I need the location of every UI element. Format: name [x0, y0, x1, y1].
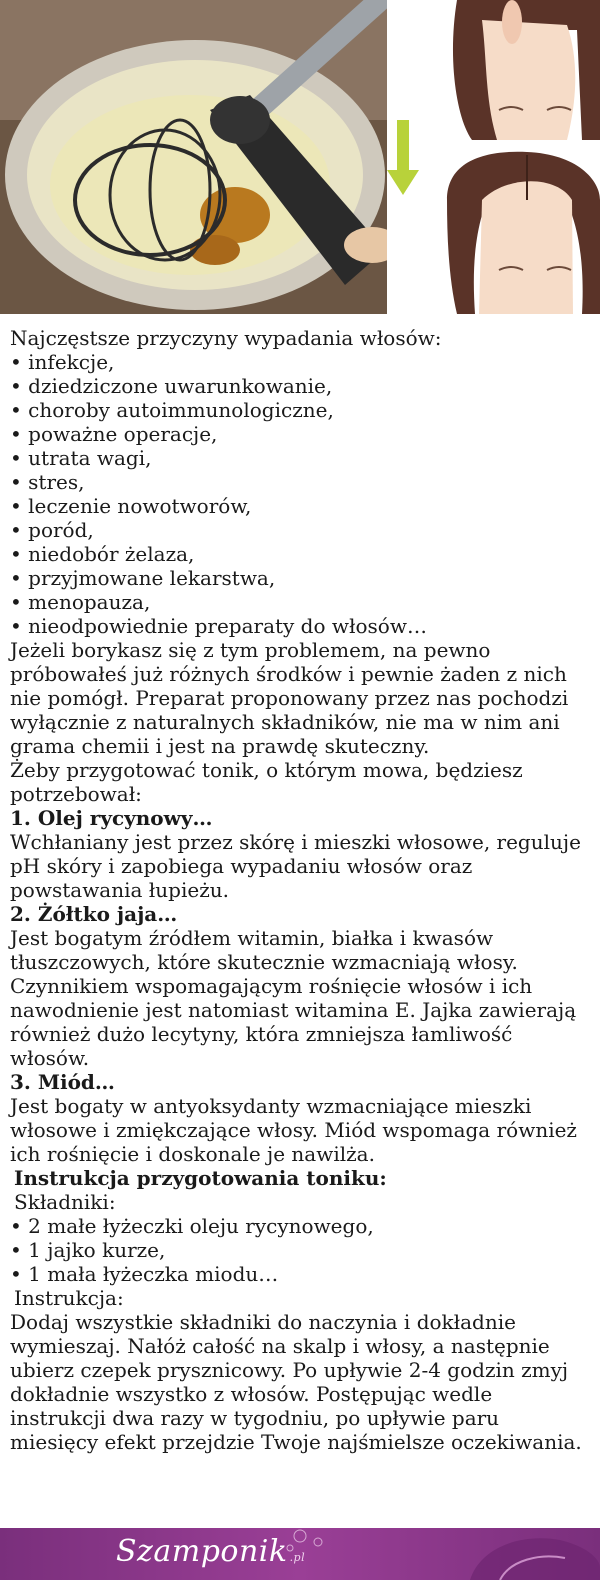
- section-text-castor-oil: Wchłaniany jest przez skórę i mieszki włosowe, reguluje pH skóry i zapobiega wypadaniu włosów oraz powstawania łupieżu.: [10, 830, 581, 902]
- whisking-bowl-photo: [0, 0, 387, 314]
- list-item: • 2 małe łyżeczki oleju rycynowego,: [10, 1214, 374, 1238]
- brand-name: Szamponik: [116, 1534, 288, 1569]
- list-item: • przyjmowane lekarstwa,: [10, 566, 276, 590]
- list-item: • dziedziczone uwarunkowanie,: [10, 374, 333, 398]
- brand-logo[interactable]: [116, 1534, 305, 1569]
- footer-banner: [0, 1528, 600, 1580]
- instruction-heading: Instrukcja przygotowania toniku:: [14, 1166, 387, 1190]
- instruction-text: Dodaj wszystkie składniki do naczynia i dokładnie wymieszaj. Nałóż całość na skalp i włosy, a następnie ubierz czepek prysznicowy. Po upływie 2-4 godzin zmyj dokładnie wszystko z włosów. Postępując wedle instrukcji dwa razy w tygodniu, po upływie paru miesięcy efekt przejdzie Twoje najśmielsze oczekiwania.: [10, 1310, 582, 1454]
- hair-before-after-illustration: [387, 0, 600, 314]
- ingredients-label: Składniki:: [14, 1190, 116, 1214]
- needs-paragraph: Żeby przygotować tonik, o którym mowa, będziesz potrzebował:: [10, 758, 523, 806]
- section-text-egg-yolk: Jest bogatym źródłem witamin, białka i kwasów tłuszczowych, które skutecznie wzmacniają włosy. Czynnikiem wspomagającym rośnięcie włosów i ich nawodnienie jest natomiast witamina E. Jajka zawierają również dużo lecytyny, która zmniejsza łamliwość włosów.: [10, 926, 577, 1070]
- section-text-honey: Jest bogaty w antyoksydanty wzmacniające mieszki włosowe i zmiękczające włosy. Miód wspomaga również ich rośnięcie i doskonale je nawilża.: [10, 1094, 577, 1166]
- section-heading-castor-oil: 1. Olej rycynowy…: [10, 806, 213, 830]
- header-images: [0, 0, 600, 314]
- list-item: • 1 jajko kurze,: [10, 1238, 166, 1262]
- causes-title: Najczęstsze przyczyny wypadania włosów:: [10, 326, 442, 350]
- article-body: [10, 326, 590, 1454]
- section-heading-egg-yolk: 2. Żółtko jaja…: [10, 902, 178, 926]
- list-item: • menopauza,: [10, 590, 151, 614]
- list-item: • utrata wagi,: [10, 446, 152, 470]
- instruction-label: Instrukcja:: [14, 1286, 124, 1310]
- list-item: • stres,: [10, 470, 85, 494]
- list-item: • choroby autoimmunologiczne,: [10, 398, 334, 422]
- list-item: • niedobór żelaza,: [10, 542, 195, 566]
- ingredients-list: [10, 1214, 590, 1286]
- list-item: • leczenie nowotworów,: [10, 494, 252, 518]
- list-item: • poważne operacje,: [10, 422, 218, 446]
- brand-tld: .pl: [289, 1551, 306, 1564]
- list-item: • infekcje,: [10, 350, 115, 374]
- list-item: • nieodpowiednie preparaty do włosów…: [10, 614, 427, 638]
- intro-paragraph: Jeżeli borykasz się z tym problemem, na pewno próbowałeś już różnych środków i pewnie żaden z nich nie pomógł. Preparat proponowany przez nas pochodzi wyłącznie z naturalnych składników, nie ma w nim ani grama chemii i jest na prawdę skuteczny.: [10, 638, 569, 758]
- list-item: • 1 mała łyżeczka miodu…: [10, 1262, 279, 1286]
- list-item: • poród,: [10, 518, 94, 542]
- causes-list: [10, 350, 590, 638]
- section-heading-honey: 3. Miód…: [10, 1070, 115, 1094]
